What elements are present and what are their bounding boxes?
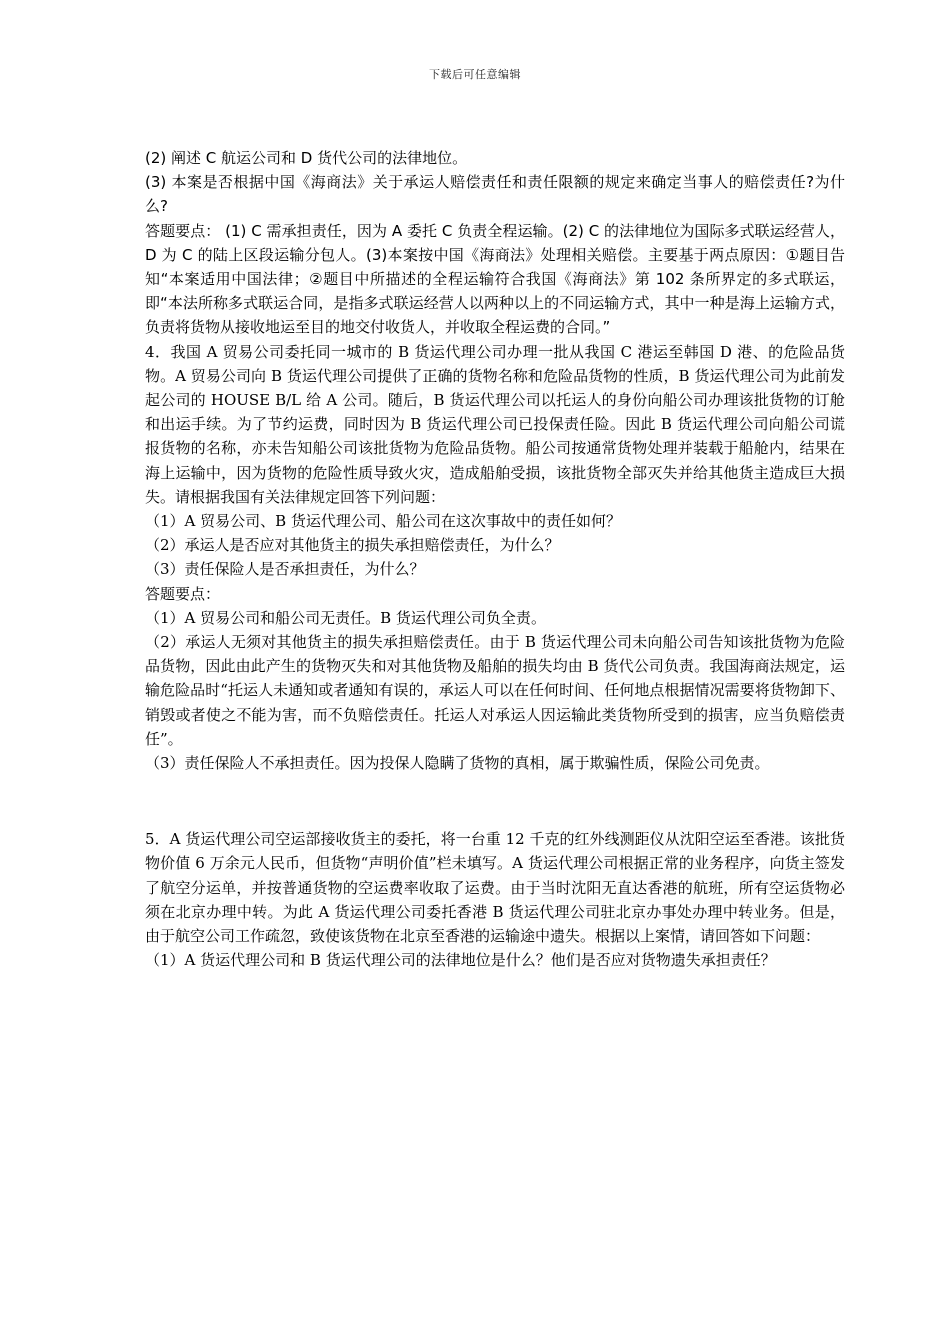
case4-answer-3: （3）责任保险人不承担责任。因为投保人隐瞒了货物的真相，属于欺骗性质，保险公司免责。 bbox=[145, 754, 770, 773]
case4-question-2: （2）承运人是否应对其他货主的损失承担赔偿责任，为什么？ bbox=[145, 536, 560, 555]
case4-question-3: （3）责任保险人是否承担责任，为什么？ bbox=[145, 560, 425, 579]
case3-answer-paragraph: 答题要点： (1) C 需承担责任，因为 A 委托 C 负责全程运输。(2) C 的法律地位为国际多式联运经营人，D 为 C 的陆上区段运输分包人。(3)本案按中国《海商法》处理相关赔偿。主要基于两点原因：①题目告知“本案适用中国法律；②题目中所描述的全程运输符合我国《海商法》第 102 条所界定的多式联运，即“本法所称多式联运合同，是指多式联运经营人以两种以上的不同运输方式，其中一种是海上运输方式，负责将货物从接收地运至目的地交付收货人，并收取全程运费的合同。” bbox=[145, 221, 845, 337]
case4-answer-2: （2）承运人无须对其他货主的损失承担赔偿责任。由于 B 货运代理公司未向船公司告知该批货物为危险品货物，因此由此产生的货物灭失和对其他货物及船舶的损失均由 B 货代公司负责。我国海商法规定，运输危险品时“托运人未通知或者通知有误的，承运人可以在任何时间、任何地点根据情况需要将货物卸下、销毁或者使之不能为害，而不负赔偿责任。托运人对承运人因运输此类货物所受到的损害，应当负赔偿责任”。 bbox=[145, 633, 845, 748]
page-header: 下载后可任意编辑 bbox=[429, 68, 521, 81]
case4-answer-1: （1）A 贸易公司和船公司无责任。B 货运代理公司负全责。 bbox=[145, 608, 546, 627]
case5-question-1: （1）A 货运代理公司和 B 货运代理公司的法律地位是什么？他们是否应对货物遗失承担责任？ bbox=[145, 951, 776, 970]
case5-intro-paragraph: 5．A 货运代理公司空运部接收货主的委托，将一台重 12 千克的红外线测距仪从沈阳空运至香港。该批货物价值 6 万余元人民币，但货物“声明价值”栏未填写。A 货运代理公司根据正常的业务程序，向货主签发了航空分运单，并按普通货物的空运费率收取了运费。由于当时沈阳无直达香港的航班，所有空运货物必须在北京办理中转。为此 A 货运代理公司委托香港 B 货运代理公司驻北京办事处办理中转业务。但是，由于航空公司工作疏忽，致使该货物在北京至香港的运输途中遗失。根据以上案情，请回答如下问题： bbox=[145, 830, 845, 946]
section-spacer bbox=[145, 775, 845, 827]
case4-answer-label: 答题要点： bbox=[145, 584, 221, 603]
question-3-paragraph: (3) 本案是否根据中国《海商法》关于承运人赔偿责任和责任限额的规定来确定当事人的赔偿责任?为什么? bbox=[145, 173, 845, 216]
case4-intro-paragraph: 4．我国 A 贸易公司委托同一城市的 B 货运代理公司办理一批从我国 C 港运至韩国 D 港、的危险品货物。A 贸易公司向 B 货运代理公司提供了正确的货物名称和危险品货物的性质，B 货运代理公司为此前发起公司的 HOUSE B/L 给 A 公司。随后，B 货运代理公司以托运人的身份向船公司办理该批货物的订舱和出运手续。为了节约运费，同时因为 B 货运代理公司已投保责任险。因此 B 货运代理公司向船公司谎报货物的名称，亦未告知船公司该批货物为危险品货物。船公司按通常货物处理并装载于船舱内，结果在海上运输中，因为货物的危险性质导致火灾，造成船舶受损，该批货物全部灭失并给其他货主造成巨大损失。请根据我国有关法律规定回答下列问题： bbox=[145, 342, 845, 506]
case4-question-1: （1）A 贸易公司、B 货运代理公司、船公司在这次事故中的责任如何？ bbox=[145, 512, 621, 531]
question-2-paragraph: (2) 阐述 C 航运公司和 D 货代公司的法律地位。 bbox=[145, 149, 468, 167]
document-body bbox=[145, 146, 845, 973]
